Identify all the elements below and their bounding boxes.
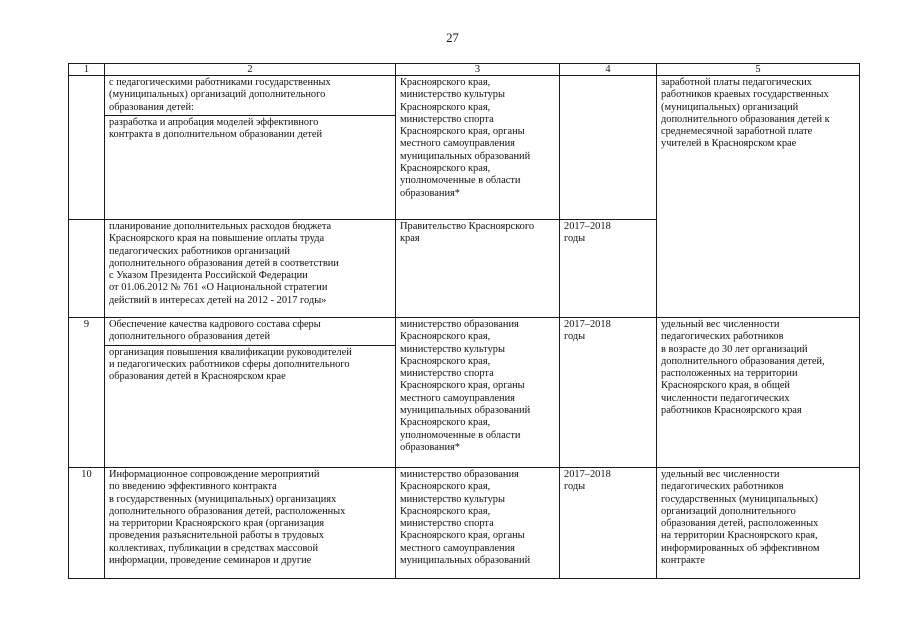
indicator-cell: удельный вес численности педагогических работников государственных (муниципальных) организаций дополнительного образования детей, расположенных на территории Красноярского края, информированных об эффективном контракте	[657, 468, 860, 579]
activity-cell	[105, 468, 396, 579]
executor-cell: Красноярского края, министерство культуры Красноярского края, министерство спорта Красноярского края, органы местного самоуправления муниципальных образований Красноярского края, уполномоченные в области образования*	[396, 76, 560, 220]
row-number: 9	[69, 318, 105, 468]
activity-subtext: организация повышения квалификации руководителей и педагогических работников сферы дополнительного образования детей в Красноярском крае	[105, 345, 395, 384]
column-header: 3	[396, 64, 560, 76]
column-header: 2	[105, 64, 396, 76]
activity-cell	[105, 318, 396, 468]
column-header: 5	[657, 64, 860, 76]
activity-cell	[105, 76, 396, 220]
row-number	[69, 220, 105, 318]
column-header: 4	[560, 64, 657, 76]
period-cell: 2017–2018 годы	[560, 318, 657, 468]
table-row	[69, 468, 860, 579]
period-cell: 2017–2018 годы	[560, 468, 657, 579]
executor-cell: министерство образования Красноярского края, министерство культуры Красноярского края, министерство спорта Красноярского края, органы местного самоуправления муниципальных образований Красноярского края, уполномоченные в области образования*	[396, 318, 560, 468]
table-row	[69, 318, 860, 468]
executor-cell: министерство образования Красноярского края, министерство культуры Красноярского края, министерство спорта Красноярского края, органы местного самоуправления муниципальных образований	[396, 468, 560, 579]
activity-text: Обеспечение качества кадрового состава сферы дополнительного образования детей	[109, 319, 321, 343]
indicator-cell: заработной платы педагогических работников краевых государственных (муниципальных) организаций дополнительного образования детей к среднемесячной заработной плате учителей в Красноярском крае	[657, 76, 860, 318]
activity-text: планирование дополнительных расходов бюджета Красноярского края на повышение оплаты труда педагогических работников организаций дополнительного образования детей в соответствии с Указом Президента Российской Федерации от 01.06.2012 № 761 «О Национальной стратегии действий в интересах детей на 2012 - 2017 годы»	[109, 221, 339, 306]
activity-subtext: разработка и апробация моделей эффективного контракта в дополнительном образовании детей	[105, 115, 395, 142]
period-cell	[560, 76, 657, 220]
row-number: 10	[69, 468, 105, 579]
activity-text: с педагогическими работниками государственных (муниципальных) организаций дополнительного образования детей:	[109, 77, 331, 113]
activity-cell	[105, 220, 396, 318]
activity-text: Информационное сопровождение мероприятий по введению эффективного контракта в государственных (муниципальных) организациях дополнительного образования детей, расположенных на территории Красноярского края (организация проведения разъяснительной работы в трудовых коллективах, публикации в средствах массовой информации, проведение семинаров и другие	[109, 469, 346, 567]
table-row	[69, 76, 860, 220]
row-number	[69, 76, 105, 220]
column-header: 1	[69, 64, 105, 76]
measures-table	[68, 63, 860, 579]
page-number: 27	[446, 31, 459, 45]
period-cell: 2017–2018 годы	[560, 220, 657, 318]
executor-cell: Правительство Красноярского края	[396, 220, 560, 318]
indicator-cell: удельный вес численности педагогических работников в возрасте до 30 лет организаций дополнительного образования детей, расположенных на территории Красноярского края, в общей численности педагогических работников Красноярского края	[657, 318, 860, 468]
column-number-row	[69, 64, 860, 76]
